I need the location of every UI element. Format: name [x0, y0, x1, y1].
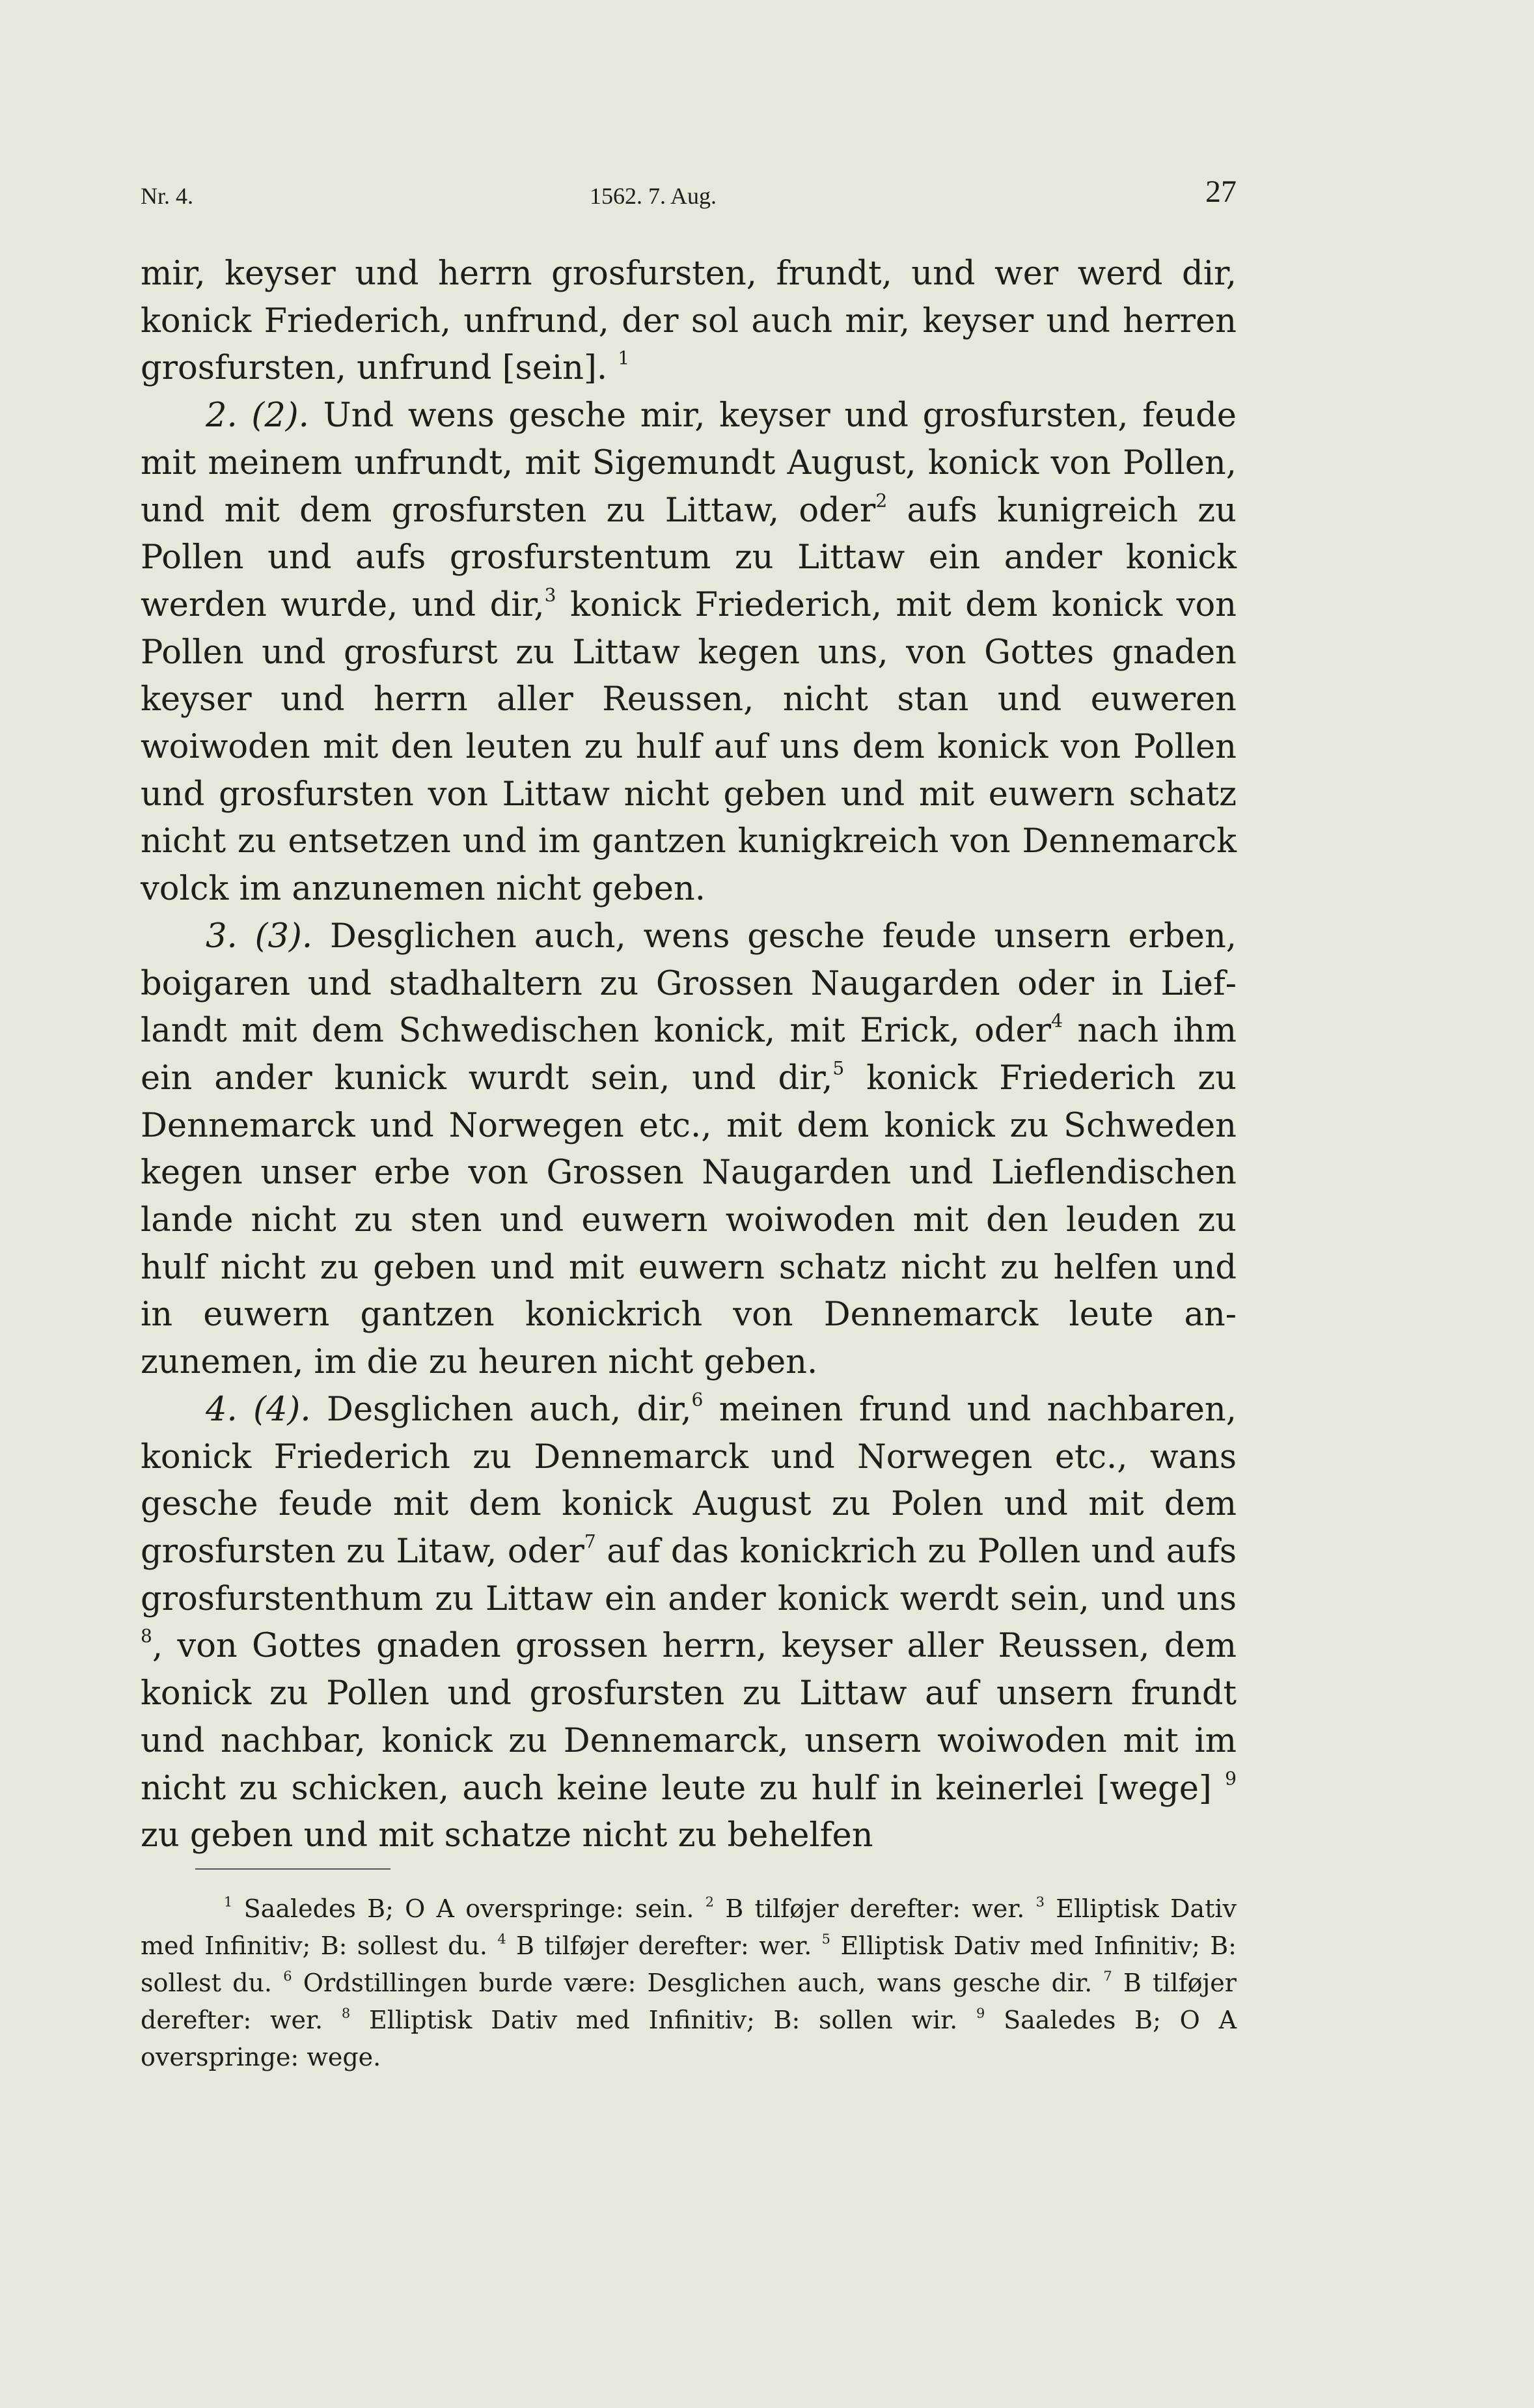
- article-alt-number: (3).: [254, 917, 313, 956]
- footnote-ref: 9: [1225, 1767, 1237, 1790]
- footnote-divider: [195, 1868, 390, 1870]
- footnote-ref: 2: [875, 490, 888, 512]
- paragraph-text: , von Gottes gnaden grossen herrn, keyser aller Reussen, dem konick zu Pollen und grosfursten zu Littaw auf unsern frundt und nachbar, konick zu Dennemarck, unsern woiwoden mit im nicht zu schicken, auch keine leute zu hulf in keinerlei [wege]: [141, 1627, 1237, 1808]
- paragraph-text: konick Friederich zu Dennemarck und Norwegen etc., mit dem konick zu Schweden kegen unser erbe von Grossen Naugarden und Lieflendischen lande nicht zu sten und euwern woiwoden mit den leuden zu hulf nicht zu geben und mit euwern schatz nicht zu helfen und in euwern gantzen konickrich von Dennemarck leute anzunemen, im die zu heuren nicht geben.: [141, 1059, 1237, 1382]
- footnote-text: B tilføjer derefter: wer.: [141, 1969, 1237, 2034]
- paragraph-text: mir, keyser und herrn grosfursten, frundt, und wer werd dir, konick Friederich, unfrund, der sol auch mir, keyser und herren grosfursten, unfrund [sein].: [141, 255, 1237, 388]
- footnote-text: B tilføjer derefter: wer.: [725, 1894, 1025, 1923]
- footnote-mark: 8: [341, 2005, 351, 2021]
- page-number: 27: [1205, 174, 1237, 209]
- footnote-text: Saaledes B; O A overspringe: sein.: [243, 1894, 694, 1923]
- footnote-text: Elliptisk Dativ med Infinitiv; B: sollen wir.: [368, 2006, 958, 2034]
- paragraph-text: nach ihm ein ander kunick wurdt sein, und dir,: [141, 1012, 1237, 1098]
- footnote-text: Ordstillingen burde være: Desglichen auch, wans gesche dir.: [303, 1969, 1093, 1997]
- paragraph-text: auf das konickrich zu Pollen und aufs grosfurstenthum zu Littaw ein ander konick werdt sein, und uns: [141, 1532, 1237, 1618]
- paragraph-text: meinen frund und nachbaren, konick Friederich zu Dennemarck und Norwegen etc., wans gesche feude mit dem konick August zu Polen und mit dem grosfursten zu Litaw, oder: [141, 1390, 1237, 1571]
- footnote-mark: 7: [1103, 1968, 1112, 1984]
- footnotes: [141, 1890, 1237, 2076]
- paragraph-text: konick Friederich, mit dem konick von Pollen und grosfurst zu Littaw kegen uns, von Gottes gnaden keyser und herrn aller Reussen, nicht stan und euweren woiwoden mit den leuten zu hulf auf uns dem konick von Pollen und grosfursten von Littaw nicht geben und mit euwern schatz nicht zu entsetzen und im gantzen kunigkreich von Dennemarck volck im anzunemen nicht geben.: [141, 585, 1237, 909]
- paragraph-2: [141, 393, 1237, 913]
- article-number: 3.: [206, 917, 238, 956]
- footnote-ref: 6: [691, 1389, 704, 1411]
- footnote-mark: 3: [1035, 1894, 1045, 1910]
- paragraph-text: Und wens gesche mir, keyser und grosfursten, feude mit meinem unfrundt, mit Sigemundt August, konick von Pollen, und mit dem grosfursten zu Littaw, oder: [141, 396, 1237, 530]
- footnote-ref: 8: [141, 1625, 152, 1647]
- footnote-ref: 4: [1051, 1010, 1063, 1032]
- page-header: [141, 171, 1237, 210]
- article-number: 2.: [206, 396, 238, 436]
- footnote-mark: 5: [821, 1931, 830, 1947]
- article-alt-number: (2).: [251, 396, 309, 436]
- paragraph-text: Desglichen auch, wens gesche feude unsern erben, boigaren und stadhaltern zu Grossen Naugarden oder in Lieflandt mit dem Schwedischen konick, mit Erick, oder: [141, 917, 1237, 1051]
- paragraph-3: [141, 913, 1237, 1387]
- footnote-mark: 6: [283, 1968, 292, 1984]
- main-text: [141, 251, 1237, 1860]
- paragraph-text: aufs kunigreich zu Pollen und aufs grosfurstentum zu Littaw ein ander konick werden wurde, und dir,: [141, 491, 1237, 624]
- footnote-mark: 4: [497, 1931, 506, 1947]
- footnote-text: B tilføjer derefter: wer.: [516, 1931, 812, 1960]
- paragraph-text: zu geben und mit schatze nicht zu behelfen: [141, 1816, 873, 1855]
- footnote-ref: 5: [832, 1057, 845, 1079]
- footnote-ref: 1: [618, 347, 630, 369]
- footnote-text: Elliptisk Dativ med Infinitiv; B: sollest du.: [141, 1931, 1237, 1997]
- paragraph-text: Desglichen auch, dir,: [326, 1390, 692, 1429]
- footnote-text: Saaledes B; O A overspringe: wege.: [141, 2006, 1237, 2071]
- footnote-mark: 1: [224, 1894, 233, 1910]
- footnote-mark: 9: [976, 2005, 985, 2021]
- article-alt-number: (4).: [253, 1390, 311, 1429]
- paragraph-4: [141, 1387, 1237, 1860]
- footnote-mark: 2: [705, 1894, 715, 1910]
- document-date: 1562. 7. Aug.: [590, 183, 717, 209]
- footnote-ref: 3: [544, 584, 556, 606]
- paragraph-1: [141, 251, 1237, 393]
- footnote-ref: 7: [584, 1530, 596, 1553]
- document-number: Nr. 4.: [141, 183, 193, 209]
- footnote-text: Elliptisk Dativ med Infinitiv; B: sollest du.: [141, 1894, 1237, 1960]
- article-number: 4.: [206, 1390, 238, 1429]
